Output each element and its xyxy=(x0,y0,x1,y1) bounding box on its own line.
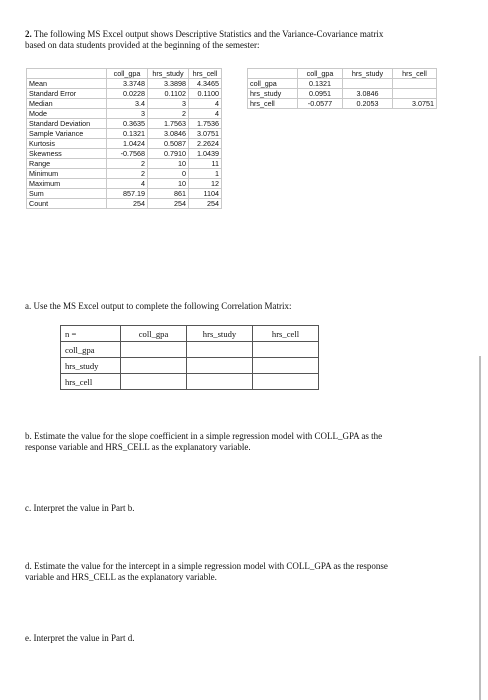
table-cell: -0.0577 xyxy=(298,99,343,109)
descriptive-header-row xyxy=(27,69,222,79)
part-d-line1: d. Estimate the value for the intercept in a simple regression model with COLL_GPA as the response xyxy=(25,561,388,571)
table-cell: 861 xyxy=(148,189,189,199)
answer-cell[interactable] xyxy=(121,358,187,374)
answer-cell[interactable] xyxy=(253,374,319,390)
column-header: hrs_study xyxy=(148,69,189,79)
table-cell: 0.7910 xyxy=(148,149,189,159)
question-2-text: The following MS Excel output shows Descriptive Statistics and the Variance-Covariance matrix xyxy=(31,29,384,39)
column-header: hrs_cell xyxy=(253,326,319,342)
row-label: Maximum xyxy=(27,179,107,189)
table-cell: 254 xyxy=(148,199,189,209)
table-cell: 10 xyxy=(148,159,189,169)
table-cell: 0.0951 xyxy=(298,89,343,99)
table-cell: -0.7568 xyxy=(107,149,148,159)
answer-cell[interactable] xyxy=(121,342,187,358)
table-row xyxy=(248,89,437,99)
table-cell: 0.1321 xyxy=(298,79,343,89)
table-cell: 254 xyxy=(189,199,222,209)
part-d-text xyxy=(25,561,485,583)
column-header: hrs_study xyxy=(343,69,393,79)
row-label: hrs_study xyxy=(248,89,298,99)
table-cell: 4 xyxy=(189,109,222,119)
table-row xyxy=(61,358,319,374)
descriptive-corner-cell xyxy=(27,69,107,79)
table-cell: 3.3748 xyxy=(107,79,148,89)
row-label: Standard Deviation xyxy=(27,119,107,129)
table-cell: 11 xyxy=(189,159,222,169)
part-a-text: a. Use the MS Excel output to complete the following Correlation Matrix: xyxy=(25,301,292,311)
descriptive-statistics-table xyxy=(26,68,222,209)
part-b-line2: response variable and HRS_CELL as the explanatory variable. xyxy=(25,442,251,452)
row-label: coll_gpa xyxy=(248,79,298,89)
table-row xyxy=(27,199,222,209)
table-cell: 4 xyxy=(107,179,148,189)
table-row xyxy=(27,109,222,119)
table-cell: 2.2624 xyxy=(189,139,222,149)
table-cell: 3 xyxy=(107,109,148,119)
table-cell: 1.7536 xyxy=(189,119,222,129)
table-cell: 2 xyxy=(148,109,189,119)
table-cell xyxy=(393,79,437,89)
answer-cell[interactable] xyxy=(253,358,319,374)
row-label: Sum xyxy=(27,189,107,199)
part-d-line2: variable and HRS_CELL as the explanatory variable. xyxy=(25,572,217,582)
table-cell: 0 xyxy=(148,169,189,179)
row-label: hrs_cell xyxy=(248,99,298,109)
table-cell: 0.1321 xyxy=(107,129,148,139)
answer-cell[interactable] xyxy=(121,374,187,390)
table-cell: 254 xyxy=(107,199,148,209)
column-header: hrs_cell xyxy=(393,69,437,79)
table-cell: 1.0439 xyxy=(189,149,222,159)
table-row xyxy=(27,169,222,179)
table-row xyxy=(27,149,222,159)
table-cell: 3 xyxy=(148,99,189,109)
table-row xyxy=(61,342,319,358)
correlation-corner-cell: n = xyxy=(61,326,121,342)
covariance-header-row xyxy=(248,69,437,79)
table-cell: 0.1100 xyxy=(189,89,222,99)
table-cell xyxy=(393,89,437,99)
covariance-matrix-table xyxy=(247,68,437,109)
question-number: 2. xyxy=(25,29,32,39)
table-cell xyxy=(343,79,393,89)
part-b-line1: b. Estimate the value for the slope coefficient in a simple regression model with COLL_GPA as the xyxy=(25,431,383,441)
table-cell: 0.3635 xyxy=(107,119,148,129)
table-cell: 1.7563 xyxy=(148,119,189,129)
table-cell: 2 xyxy=(107,169,148,179)
row-label: Kurtosis xyxy=(27,139,107,149)
question-2-line1 xyxy=(25,29,475,40)
table-cell: 3.0846 xyxy=(343,89,393,99)
table-cell: 2 xyxy=(107,159,148,169)
part-c-text: c. Interpret the value in Part b. xyxy=(25,503,135,513)
answer-cell[interactable] xyxy=(187,342,253,358)
table-cell: 3.0846 xyxy=(148,129,189,139)
row-label: Skewness xyxy=(27,149,107,159)
table-cell: 3.0751 xyxy=(393,99,437,109)
row-label: Range xyxy=(27,159,107,169)
table-row xyxy=(27,139,222,149)
column-header: hrs_study xyxy=(187,326,253,342)
page-edge-line xyxy=(479,356,481,700)
table-row xyxy=(27,99,222,109)
row-label: Median xyxy=(27,99,107,109)
question-2-line2: based on data students provided at the beginning of the semester: xyxy=(25,40,260,50)
table-cell: 12 xyxy=(189,179,222,189)
table-cell: 0.0228 xyxy=(107,89,148,99)
row-label: Mode xyxy=(27,109,107,119)
table-row xyxy=(27,89,222,99)
table-row xyxy=(27,189,222,199)
row-label: Minimum xyxy=(27,169,107,179)
table-cell: 4.3465 xyxy=(189,79,222,89)
part-b-text xyxy=(25,431,480,453)
table-row xyxy=(27,79,222,89)
covariance-corner-cell xyxy=(248,69,298,79)
question-2-intro xyxy=(25,29,475,51)
part-e-text: e. Interpret the value in Part d. xyxy=(25,633,135,643)
column-header: coll_gpa xyxy=(121,326,187,342)
table-cell: 3.3898 xyxy=(148,79,189,89)
correlation-header-row xyxy=(61,326,319,342)
row-label: Mean xyxy=(27,79,107,89)
column-header: coll_gpa xyxy=(107,69,148,79)
table-row xyxy=(27,129,222,139)
table-cell: 0.5087 xyxy=(148,139,189,149)
table-cell: 1.0424 xyxy=(107,139,148,149)
table-cell: 857.19 xyxy=(107,189,148,199)
row-label: hrs_study xyxy=(61,358,121,374)
answer-cell[interactable] xyxy=(187,374,253,390)
table-cell: 3.4 xyxy=(107,99,148,109)
table-cell: 1104 xyxy=(189,189,222,199)
table-cell: 0.2053 xyxy=(343,99,393,109)
table-row xyxy=(27,159,222,169)
table-cell: 10 xyxy=(148,179,189,189)
table-row xyxy=(27,179,222,189)
table-cell: 1 xyxy=(189,169,222,179)
column-header: coll_gpa xyxy=(298,69,343,79)
table-row xyxy=(248,99,437,109)
table-cell: 4 xyxy=(189,99,222,109)
answer-cell[interactable] xyxy=(187,358,253,374)
table-cell: 3.0751 xyxy=(189,129,222,139)
table-row xyxy=(27,119,222,129)
row-label: coll_gpa xyxy=(61,342,121,358)
table-row xyxy=(61,374,319,390)
row-label: Standard Error xyxy=(27,89,107,99)
column-header: hrs_cell xyxy=(189,69,222,79)
row-label: Sample Variance xyxy=(27,129,107,139)
table-row xyxy=(248,79,437,89)
table-cell: 0.1102 xyxy=(148,89,189,99)
correlation-matrix-table xyxy=(60,325,319,390)
row-label: Count xyxy=(27,199,107,209)
answer-cell[interactable] xyxy=(253,342,319,358)
row-label: hrs_cell xyxy=(61,374,121,390)
